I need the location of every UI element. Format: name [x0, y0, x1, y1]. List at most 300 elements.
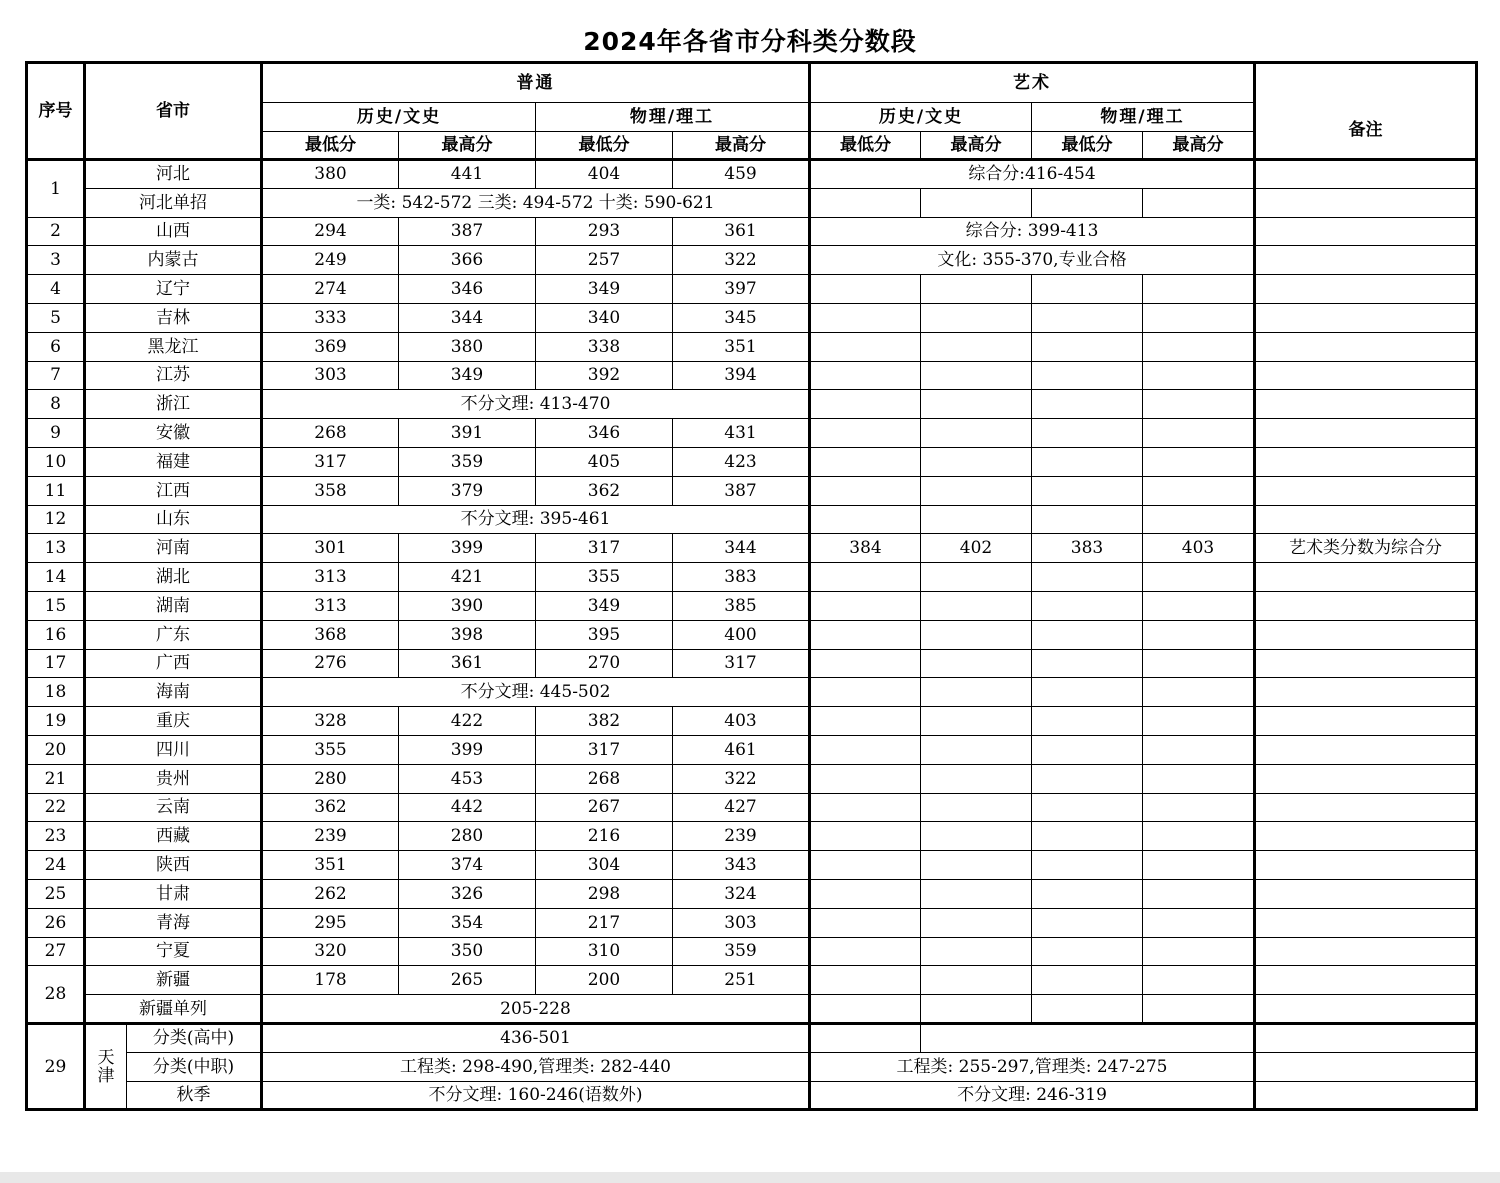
value-cell: 265 [399, 966, 536, 995]
value-cell: 398 [399, 620, 536, 649]
header-max: 最高分 [1143, 132, 1255, 160]
art-value-cell: 402 [921, 534, 1032, 563]
remark-cell [1255, 793, 1477, 822]
seq-cell: 29 [27, 1023, 85, 1109]
art-value-cell: 384 [810, 534, 921, 563]
art-cell [1143, 879, 1255, 908]
seq-cell: 24 [27, 851, 85, 880]
value-cell: 267 [536, 793, 673, 822]
art-cell [1032, 303, 1143, 332]
province-cell: 安徽 [85, 419, 262, 448]
value-cell: 333 [262, 303, 399, 332]
art-cell [921, 361, 1032, 390]
seq-cell: 26 [27, 908, 85, 937]
art-cell [1032, 476, 1143, 505]
art-cell [921, 332, 1032, 361]
art-cell [921, 476, 1032, 505]
value-cell: 355 [262, 735, 399, 764]
value-cell: 257 [536, 246, 673, 275]
value-cell: 423 [673, 447, 810, 476]
seq-cell: 17 [27, 649, 85, 678]
value-cell: 392 [536, 361, 673, 390]
header-physics-art: 物理/理工 [1032, 103, 1255, 132]
art-cell [1143, 332, 1255, 361]
table-row [27, 851, 1477, 880]
value-cell: 317 [673, 649, 810, 678]
remark-cell [1255, 764, 1477, 793]
value-cell: 397 [673, 275, 810, 304]
value-cell: 387 [399, 217, 536, 246]
seq-cell: 6 [27, 332, 85, 361]
art-cell [1032, 678, 1143, 707]
province-cell: 广东 [85, 620, 262, 649]
header-min: 最低分 [810, 132, 921, 160]
seq-cell: 22 [27, 793, 85, 822]
header-min: 最低分 [536, 132, 673, 160]
value-cell: 280 [262, 764, 399, 793]
province-cell: 吉林 [85, 303, 262, 332]
art-cell [1143, 793, 1255, 822]
header-history-art: 历史/文史 [810, 103, 1032, 132]
table-row [27, 649, 1477, 678]
value-cell: 239 [262, 822, 399, 851]
score-table [25, 61, 1478, 1111]
art-cell [921, 303, 1032, 332]
value-cell: 262 [262, 879, 399, 908]
value-cell: 400 [673, 620, 810, 649]
art-cell [810, 390, 921, 419]
art-cell [1143, 966, 1255, 995]
value-cell: 387 [673, 476, 810, 505]
general-span-cell: 不分文理: 160-246(语数外) [262, 1081, 810, 1110]
art-cell [1032, 275, 1143, 304]
art-cell [921, 995, 1032, 1024]
remark-cell [1255, 419, 1477, 448]
value-cell: 200 [536, 966, 673, 995]
province-cell: 西藏 [85, 822, 262, 851]
value-cell: 361 [673, 217, 810, 246]
art-cell [1143, 937, 1255, 966]
art-cell [810, 995, 921, 1024]
table-row [27, 303, 1477, 332]
value-cell: 343 [673, 851, 810, 880]
value-cell: 358 [262, 476, 399, 505]
art-cell [1143, 851, 1255, 880]
art-cell [921, 505, 1032, 534]
table-row [27, 246, 1477, 275]
remark-cell [1255, 908, 1477, 937]
art-cell [1143, 735, 1255, 764]
value-cell: 216 [536, 822, 673, 851]
art-cell [810, 591, 921, 620]
remark-cell [1255, 563, 1477, 592]
table-row [27, 678, 1477, 707]
art-cell [921, 879, 1032, 908]
value-cell: 349 [399, 361, 536, 390]
table-row [27, 620, 1477, 649]
art-cell [1143, 303, 1255, 332]
art-cell [921, 966, 1032, 995]
remark-cell [1255, 505, 1477, 534]
value-cell: 395 [536, 620, 673, 649]
art-cell [810, 937, 921, 966]
remark-cell: 艺术类分数为综合分 [1255, 534, 1477, 563]
art-cell [1143, 620, 1255, 649]
art-cell [1032, 707, 1143, 736]
art-cell [1143, 419, 1255, 448]
seq-cell: 19 [27, 707, 85, 736]
value-cell: 380 [262, 160, 399, 189]
remark-cell [1255, 390, 1477, 419]
art-cell [1032, 908, 1143, 937]
seq-cell: 27 [27, 937, 85, 966]
general-span-cell: 不分文理: 445-502 [262, 678, 810, 707]
header-max: 最高分 [921, 132, 1032, 160]
remark-cell [1255, 275, 1477, 304]
remark-cell [1255, 879, 1477, 908]
art-cell [921, 678, 1032, 707]
art-cell [1143, 591, 1255, 620]
province-cell: 贵州 [85, 764, 262, 793]
value-cell: 268 [262, 419, 399, 448]
remark-cell [1255, 246, 1477, 275]
art-span-cell: 综合分:416-454 [810, 160, 1255, 189]
value-cell: 399 [399, 735, 536, 764]
general-span-cell: 工程类: 298-490,管理类: 282-440 [262, 1052, 810, 1081]
value-cell: 344 [673, 534, 810, 563]
art-cell [921, 735, 1032, 764]
art-cell [810, 447, 921, 476]
value-cell: 303 [673, 908, 810, 937]
art-cell [1032, 995, 1143, 1024]
table-row [27, 361, 1477, 390]
value-cell: 362 [536, 476, 673, 505]
seq-cell: 10 [27, 447, 85, 476]
art-cell [810, 563, 921, 592]
header-blank [1255, 63, 1477, 103]
value-cell: 328 [262, 707, 399, 736]
remark-cell [1255, 649, 1477, 678]
value-cell: 359 [673, 937, 810, 966]
value-cell: 310 [536, 937, 673, 966]
art-cell [1143, 563, 1255, 592]
art-cell [1143, 678, 1255, 707]
value-cell: 322 [673, 246, 810, 275]
table-row [27, 1052, 1477, 1081]
province-cell: 湖南 [85, 591, 262, 620]
value-cell: 270 [536, 649, 673, 678]
value-cell: 427 [673, 793, 810, 822]
remark-cell [1255, 303, 1477, 332]
value-cell: 178 [262, 966, 399, 995]
art-cell [1143, 908, 1255, 937]
value-cell: 453 [399, 764, 536, 793]
art-cell [1143, 505, 1255, 534]
value-cell: 421 [399, 563, 536, 592]
header-max: 最高分 [399, 132, 536, 160]
art-cell [1143, 822, 1255, 851]
art-cell [921, 822, 1032, 851]
value-cell: 322 [673, 764, 810, 793]
remark-cell [1255, 735, 1477, 764]
general-span-cell: 不分文理: 413-470 [262, 390, 810, 419]
value-cell: 382 [536, 707, 673, 736]
remark-cell [1255, 476, 1477, 505]
table-row [27, 275, 1477, 304]
art-cell [921, 707, 1032, 736]
table-row [27, 1081, 1477, 1110]
value-cell: 295 [262, 908, 399, 937]
province-cell: 青海 [85, 908, 262, 937]
art-cell [810, 879, 921, 908]
art-cell [810, 476, 921, 505]
seq-cell: 13 [27, 534, 85, 563]
art-cell [1032, 966, 1143, 995]
art-cell [1032, 390, 1143, 419]
province-cell: 黑龙江 [85, 332, 262, 361]
remark-cell [1255, 966, 1477, 995]
general-span-cell: 205-228 [262, 995, 810, 1024]
art-cell [921, 275, 1032, 304]
seq-cell: 14 [27, 563, 85, 592]
header-seq: 序号 [27, 63, 85, 160]
remark-cell [1255, 822, 1477, 851]
value-cell: 326 [399, 879, 536, 908]
value-cell: 403 [673, 707, 810, 736]
art-cell [1032, 879, 1143, 908]
province-cell: 新疆单列 [85, 995, 262, 1024]
art-cell [1032, 764, 1143, 793]
value-cell: 346 [399, 275, 536, 304]
table-row [27, 793, 1477, 822]
province-cell: 广西 [85, 649, 262, 678]
remark-cell [1255, 332, 1477, 361]
value-cell: 369 [262, 332, 399, 361]
art-cell [1032, 822, 1143, 851]
table-row [27, 332, 1477, 361]
art-cell [921, 447, 1032, 476]
art-cell [921, 649, 1032, 678]
art-cell [1143, 476, 1255, 505]
seq-cell: 9 [27, 419, 85, 448]
art-cell [810, 303, 921, 332]
value-cell: 383 [673, 563, 810, 592]
art-cell [921, 793, 1032, 822]
table-row [27, 1023, 1477, 1052]
value-cell: 422 [399, 707, 536, 736]
table-row [27, 160, 1477, 189]
value-cell: 303 [262, 361, 399, 390]
art-cell [921, 851, 1032, 880]
art-cell [810, 505, 921, 534]
art-cell [1143, 764, 1255, 793]
value-cell: 340 [536, 303, 673, 332]
province-cell: 河南 [85, 534, 262, 563]
art-cell [1032, 332, 1143, 361]
art-cell [921, 591, 1032, 620]
table-row [27, 390, 1477, 419]
table-row [27, 591, 1477, 620]
value-cell: 249 [262, 246, 399, 275]
art-cell [921, 390, 1032, 419]
art-cell [810, 1023, 921, 1052]
province-cell: 甘肃 [85, 879, 262, 908]
table-row [27, 879, 1477, 908]
art-cell [921, 563, 1032, 592]
art-cell [810, 735, 921, 764]
seq-cell: 21 [27, 764, 85, 793]
remark-cell [1255, 937, 1477, 966]
value-cell: 404 [536, 160, 673, 189]
table-row [27, 188, 1477, 217]
value-cell: 251 [673, 966, 810, 995]
header-remark: 备注 [1255, 103, 1477, 160]
remark-cell [1255, 1081, 1477, 1110]
value-cell: 345 [673, 303, 810, 332]
art-span-cell: 文化: 355-370,专业合格 [810, 246, 1255, 275]
value-cell: 293 [536, 217, 673, 246]
art-cell [810, 649, 921, 678]
art-cell [1143, 649, 1255, 678]
value-cell: 350 [399, 937, 536, 966]
value-cell: 461 [673, 735, 810, 764]
remark-cell [1255, 361, 1477, 390]
art-cell [1032, 447, 1143, 476]
art-cell [921, 764, 1032, 793]
remark-cell [1255, 995, 1477, 1024]
tianjin-label-text: 天津 [97, 1047, 115, 1086]
seq-cell: 1 [27, 160, 85, 218]
remark-cell [1255, 188, 1477, 217]
province-cell: 辽宁 [85, 275, 262, 304]
value-cell: 268 [536, 764, 673, 793]
province-cell: 陕西 [85, 851, 262, 880]
art-cell [1143, 707, 1255, 736]
page-title: 2024年各省市分科类分数段 [583, 27, 917, 56]
art-value-cell: 383 [1032, 534, 1143, 563]
value-cell: 362 [262, 793, 399, 822]
value-cell: 317 [536, 735, 673, 764]
remark-cell [1255, 851, 1477, 880]
value-cell: 359 [399, 447, 536, 476]
value-cell: 349 [536, 591, 673, 620]
value-cell: 301 [262, 534, 399, 563]
seq-cell: 18 [27, 678, 85, 707]
art-cell [921, 419, 1032, 448]
value-cell: 380 [399, 332, 536, 361]
art-cell [1032, 735, 1143, 764]
header-min: 最低分 [1032, 132, 1143, 160]
art-cell [921, 1023, 1255, 1052]
value-cell: 441 [399, 160, 536, 189]
art-cell [1143, 275, 1255, 304]
table-row [27, 966, 1477, 995]
seq-cell: 28 [27, 966, 85, 1024]
seq-cell: 3 [27, 246, 85, 275]
art-span-cell: 不分文理: 246-319 [810, 1081, 1255, 1110]
art-cell [1143, 361, 1255, 390]
header-province: 省市 [85, 63, 262, 160]
province-cell: 山东 [85, 505, 262, 534]
province-cell: 河北单招 [85, 188, 262, 217]
art-cell [921, 908, 1032, 937]
art-cell [1032, 188, 1143, 217]
value-cell: 399 [399, 534, 536, 563]
art-cell [810, 822, 921, 851]
province-cell: 浙江 [85, 390, 262, 419]
header-art: 艺术 [810, 63, 1255, 103]
value-cell: 276 [262, 649, 399, 678]
value-cell: 459 [673, 160, 810, 189]
value-cell: 379 [399, 476, 536, 505]
seq-cell: 8 [27, 390, 85, 419]
remark-cell [1255, 620, 1477, 649]
remark-cell [1255, 1052, 1477, 1081]
general-span-cell: 一类: 542-572 三类: 494-572 十类: 590-621 [262, 188, 810, 217]
value-cell: 346 [536, 419, 673, 448]
art-cell [921, 188, 1032, 217]
table-row [27, 822, 1477, 851]
table-row [27, 476, 1477, 505]
value-cell: 313 [262, 563, 399, 592]
value-cell: 351 [262, 851, 399, 880]
art-cell [810, 620, 921, 649]
header-history-general: 历史/文史 [262, 103, 536, 132]
value-cell: 405 [536, 447, 673, 476]
province-cell: 重庆 [85, 707, 262, 736]
seq-cell: 12 [27, 505, 85, 534]
art-cell [921, 620, 1032, 649]
table-row [27, 563, 1477, 592]
seq-cell: 23 [27, 822, 85, 851]
table-row [27, 505, 1477, 534]
value-cell: 368 [262, 620, 399, 649]
seq-cell: 4 [27, 275, 85, 304]
art-cell [1143, 188, 1255, 217]
value-cell: 274 [262, 275, 399, 304]
value-cell: 344 [399, 303, 536, 332]
art-cell [1032, 851, 1143, 880]
header-max: 最高分 [673, 132, 810, 160]
value-cell: 366 [399, 246, 536, 275]
art-span-cell: 工程类: 255-297,管理类: 247-275 [810, 1052, 1255, 1081]
value-cell: 320 [262, 937, 399, 966]
general-span-cell: 436-501 [262, 1023, 810, 1052]
art-cell [810, 707, 921, 736]
value-cell: 317 [536, 534, 673, 563]
province-cell: 四川 [85, 735, 262, 764]
value-cell: 280 [399, 822, 536, 851]
value-cell: 338 [536, 332, 673, 361]
province-cell: 新疆 [85, 966, 262, 995]
general-span-cell: 不分文理: 395-461 [262, 505, 810, 534]
seq-cell: 2 [27, 217, 85, 246]
province-cell: 江苏 [85, 361, 262, 390]
art-cell [921, 937, 1032, 966]
value-cell: 391 [399, 419, 536, 448]
remark-cell [1255, 707, 1477, 736]
header-physics-general: 物理/理工 [536, 103, 810, 132]
remark-cell [1255, 591, 1477, 620]
art-cell [1032, 505, 1143, 534]
art-cell [810, 419, 921, 448]
table-row [27, 419, 1477, 448]
value-cell: 394 [673, 361, 810, 390]
value-cell: 431 [673, 419, 810, 448]
header-general: 普通 [262, 63, 810, 103]
province-cell: 宁夏 [85, 937, 262, 966]
seq-cell: 20 [27, 735, 85, 764]
